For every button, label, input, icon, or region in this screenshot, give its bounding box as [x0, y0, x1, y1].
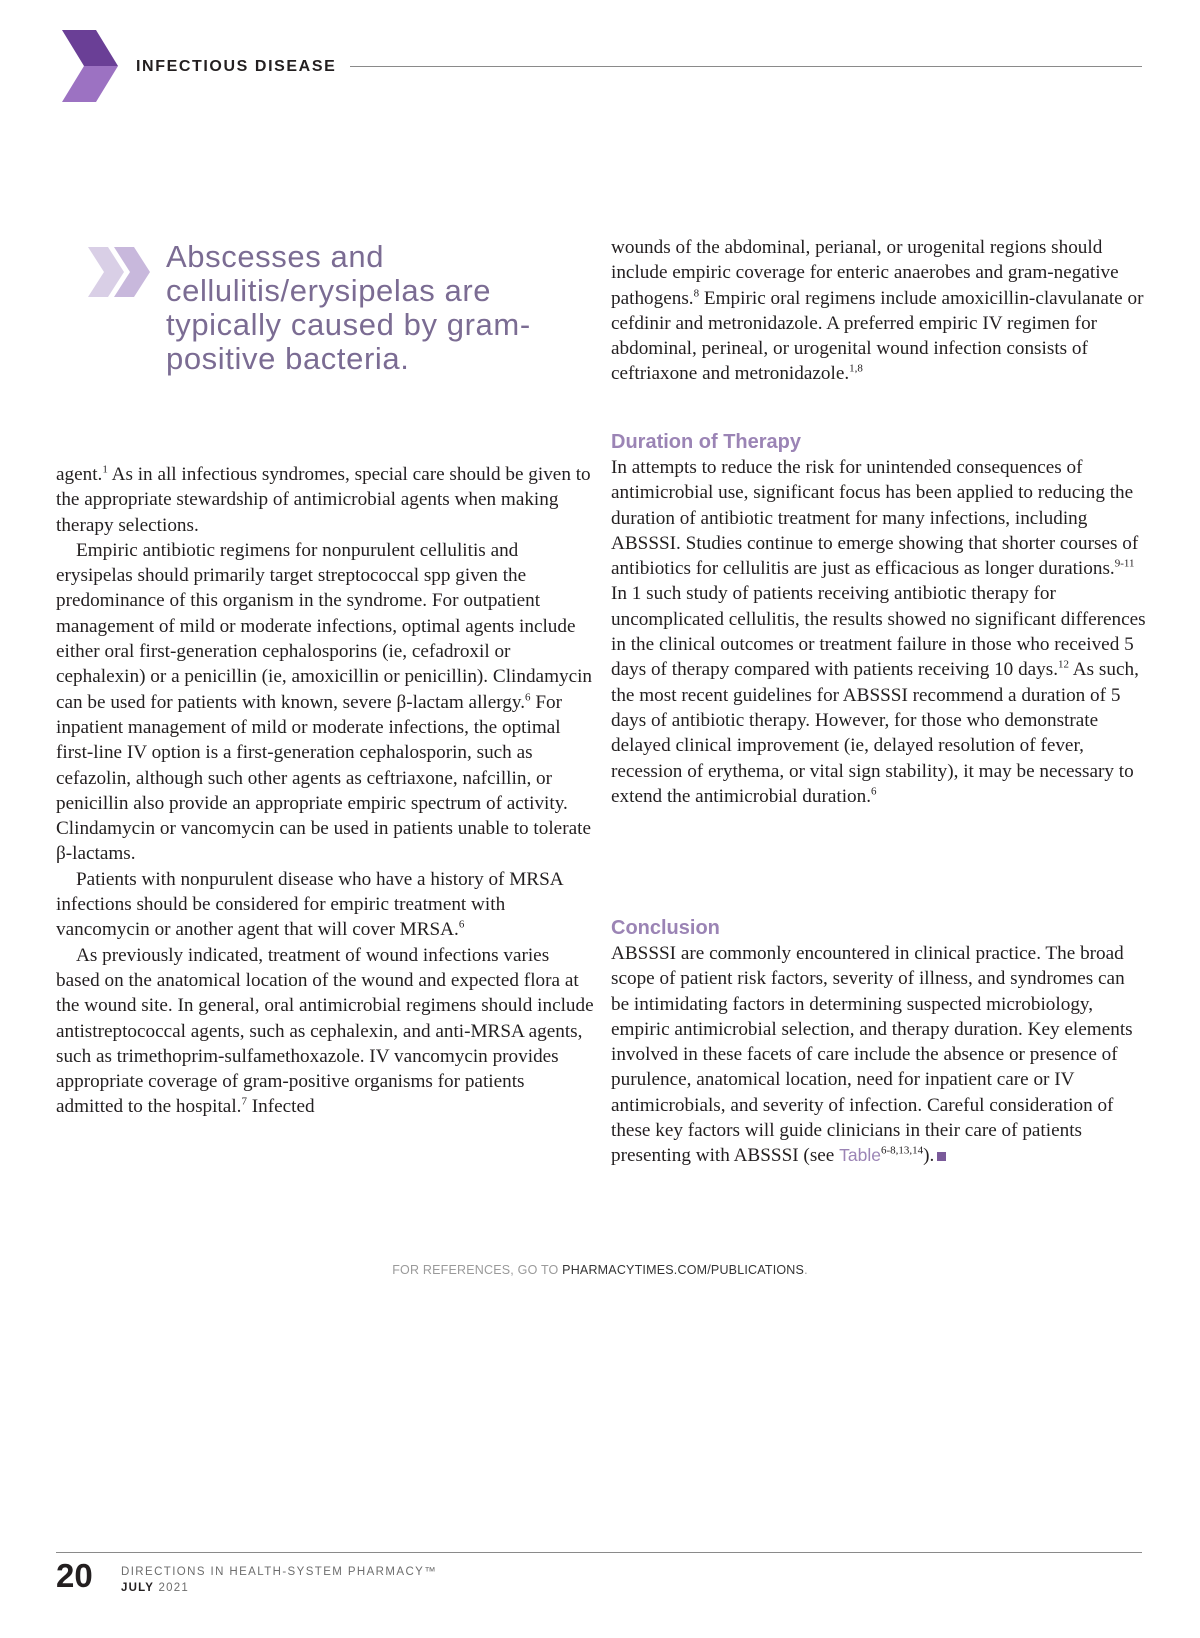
- duration-section: [611, 429, 1146, 809]
- paragraph: wounds of the abdominal, perianal, or urogenital regions should include empiric coverage for enteric anaerobes and gram-negative pathogens.$^8$ Empiric oral regimens include amoxicillin-clavulanate or cefdinir and metronidazole. A preferred empiric IV regimen for abdominal, perineal, or urogenital wound infection consists of ceftriaxone and metronidazole.$^{1,8}$: [611, 237, 1144, 385]
- paragraph: In attempts to reduce the risk for unintended consequences of antimicrobial use, significant focus has been applied to reducing the duration of antibiotic treatment for many infections, including ABSSSI. Studies continue to emerge showing that shorter courses of antibiotics for cellulitis are just as efficacious as longer durations.$^{9-11}$ In 1 such study of patients receiving antibiotic therapy for uncomplicated cellulitis, the results showed no significant differences in the clinical outcomes or treatment failure in those who received 5 days of therapy compared with patients receiving 10 days.$^{12}$ As such, the most recent guidelines for ABSSSI recommend a duration of 5 days of antibiotic therapy. However, for those who demonstrate delayed clinical improvement (ie, delayed resolution of fever, recession of erythema, or vital sign stability), it may be necessary to extend the antimicrobial duration.$^6$: [611, 457, 1146, 807]
- citation: 1: [102, 463, 108, 476]
- pull-quote-chevrons-icon: [88, 247, 158, 297]
- references-note: FOR REFERENCES, GO TO PHARMACYTIMES.COM/PUBLICATIONS.: [392, 1263, 808, 1277]
- citation: 6-8,13,14: [880, 1144, 924, 1157]
- citation: 6: [458, 918, 465, 931]
- citation: 12: [1058, 658, 1070, 671]
- conclusion-section: [611, 915, 1146, 1169]
- paragraph: Empiric antibiotic regimens for nonpurulent cellulitis and erysipelas should primarily target streptococcal spp given the predominance of this organism in the syndrome. For outpatient management of mild or moderate infections, optimal agents include either oral first-generation cephalosporins (ie, cefadroxil or cephalexin) or a penicillin (ie, amoxicillin or penicillin). Clindamycin can be used for patients with known, severe β-lactam allergy.$^6$ For inpatient management of mild or moderate infections, the optimal first-line IV option is a first-generation cephalosporin, such as cefazolin, although such other agents as ceftriaxone, nafcillin, or penicillin also provide an appropriate empiric spectrum of activity. Clindamycin or vancomycin can be used in patients unable to tolerate β-lactams.: [56, 539, 593, 865]
- citation: 6: [525, 691, 531, 704]
- citation: 6: [871, 785, 877, 798]
- citation: 8: [693, 287, 700, 300]
- paragraph: agent.$^1$ As in all infectious syndromes, special care should be given to the appropriate stewardship of antimicrobial agents when making therapy selections.: [56, 463, 591, 536]
- end-of-article-mark: [937, 1152, 946, 1161]
- section-heading-duration: Duration of Therapy: [611, 431, 802, 453]
- table-link[interactable]: Table: [839, 1145, 881, 1166]
- citation: 9-11: [1114, 557, 1135, 570]
- publication-title: DIRECTIONS IN HEALTH-SYSTEM PHARMACY™: [121, 1566, 438, 1578]
- paragraph: Patients with nonpurulent disease who have a history of MRSA infections should be considered for empiric treatment with vancomycin or another agent that will cover MRSA.$^6$: [56, 868, 563, 941]
- references-link[interactable]: PHARMACYTIMES.COM/PUBLICATIONS: [562, 1263, 805, 1277]
- citation: 1,8: [849, 363, 863, 376]
- chevron-upper-shape: [62, 30, 118, 66]
- header-divider: [350, 66, 1142, 67]
- left-column: [56, 462, 596, 1120]
- right-column-continuation: [611, 235, 1146, 387]
- paragraph: ABSSSI are commonly encountered in clinical practice. The broad scope of patient risk factors, severity of illness, and syndromes can be intimidating factors in determining suspected microbiology, empiric antimicrobial selection, and therapy duration. Key elements involved in these facets of care include the absence or presence of purulence, anatomical location, need for inpatient care or IV antimicrobials, and severity of infection. Careful consideration of these key factors will guide clinicians in their care of patients presenting with ABSSSI (see Table$^{6-8,13,14}$).: [611, 943, 1133, 1167]
- section-chevron-logo: [62, 30, 122, 102]
- page-number: 20: [56, 1557, 93, 1594]
- chevron-lower-shape: [62, 66, 118, 102]
- pull-quote: Abscesses and cellulitis/erysipelas are typically caused by gram-positive bacteria.: [166, 239, 531, 376]
- paragraph: As previously indicated, treatment of wound infections varies based on the anatomical location of the wound and expected flora at the wound site. In general, oral antimicrobial regimens should include antistreptococcal agents, such as cephalexin, and anti-MRSA agents, such as trimethoprim-sulfamethoxazole. IV vancomycin provides appropriate coverage of gram-positive organisms for patients admitted to the hospital.$^7$ Infected: [56, 944, 594, 1118]
- section-heading-conclusion: Conclusion: [611, 917, 720, 939]
- citation: 7: [241, 1096, 247, 1109]
- issue-date: JULY 2021: [121, 1582, 189, 1594]
- section-label: INFECTIOUS DISEASE: [136, 58, 337, 75]
- footer-divider: [56, 1552, 1142, 1553]
